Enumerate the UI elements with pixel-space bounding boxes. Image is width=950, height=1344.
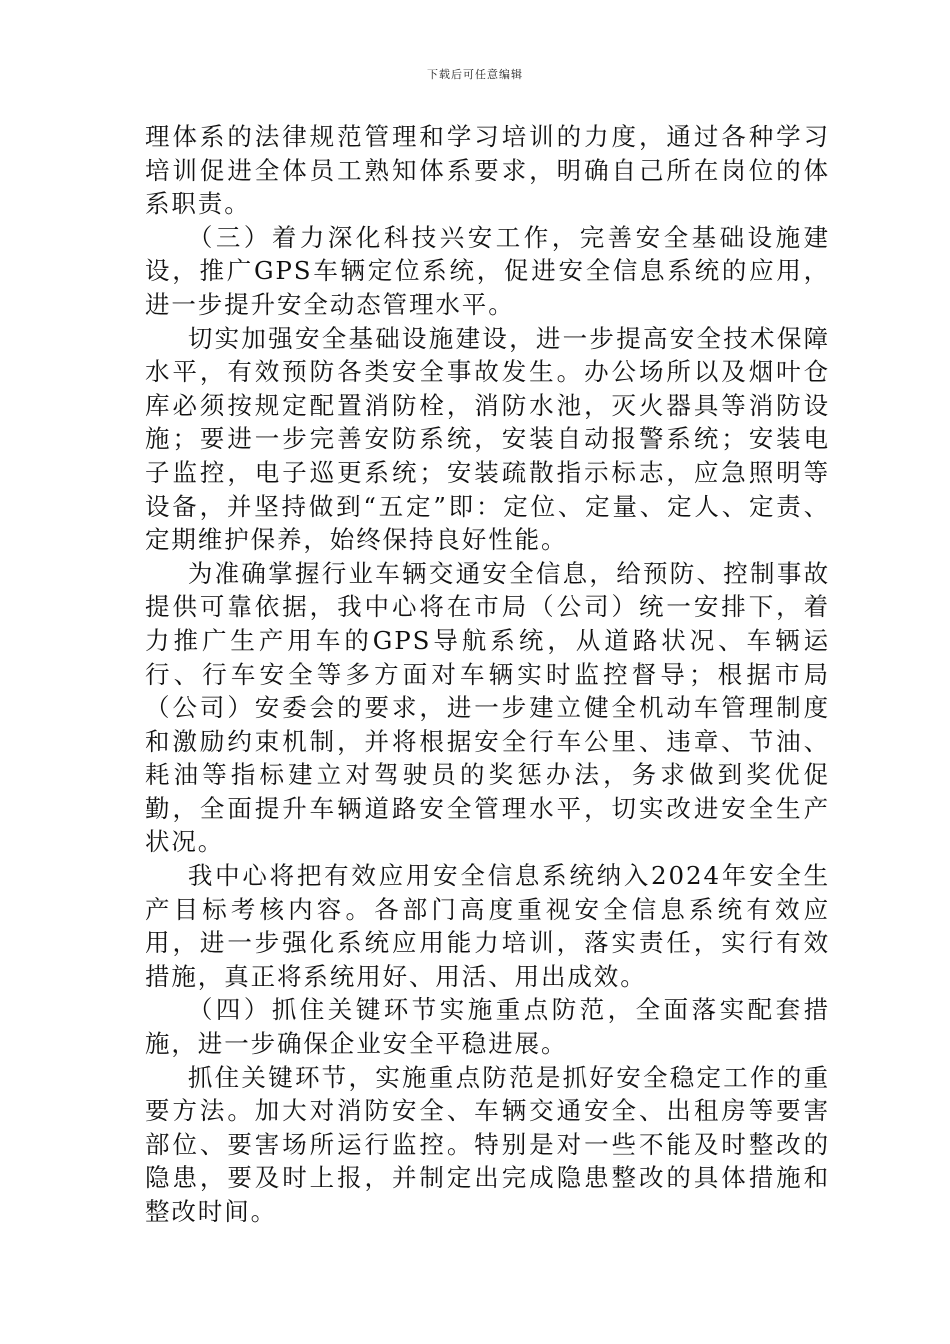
document-body: [145, 120, 830, 1229]
paragraph: （三）着力深化科技兴安工作，完善安全基础设施建设，推广GPS车辆定位系统，促进安全信息系统的应用，进一步提升安全动态管理水平。: [145, 222, 830, 319]
paragraph: 抓住关键环节，实施重点防范是抓好安全稳定工作的重要方法。加大对消防安全、车辆交通安全、出租房等要害部位、要害场所运行监控。特别是对一些不能及时整改的隐患，要及时上报，并制定出完成隐患整改的具体措施和整改时间。: [145, 1062, 830, 1226]
paragraph: 理体系的法律规范管理和学习培训的力度，通过各种学习培训促进全体员工熟知体系要求，明确自己所在岗位的体系职责。: [145, 122, 830, 219]
paragraph: （四）抓住关键环节实施重点防范，全面落实配套措施，进一步确保企业安全平稳进展。: [145, 995, 830, 1059]
paragraph: 我中心将把有效应用安全信息系统纳入2024年安全生产目标考核内容。各部门高度重视安全信息系统有效应用，进一步强化系统应用能力培训，落实责任，实行有效措施，真正将系统用好、用活、用出成效。: [145, 861, 830, 991]
paragraph: 切实加强安全基础设施建设，进一步提高安全技术保障水平，有效预防各类安全事故发生。办公场所以及烟叶仓库必须按规定配置消防栓，消防水池，灭火器具等消防设施；要进一步完善安防系统，安装自动报警系统；安装电子监控，电子巡更系统；安装疏散指示标志，应急照明等设备，并坚持做到“五定”即：定位、定量、定人、定责、定期维护保养，始终保持良好性能。: [145, 323, 830, 555]
header-note: 下载后可任意编辑: [427, 68, 523, 81]
paragraph: 为准确掌握行业车辆交通安全信息，给预防、控制事故提供可靠依据，我中心将在市局（公司）统一安排下，着力推广生产用车的GPS导航系统，从道路状况、车辆运行、行车安全等多方面对车辆实时监控督导；根据市局（公司）安委会的要求，进一步建立健全机动车管理制度和激励约束机制，并将根据安全行车公里、违章、节油、耗油等指标建立对驾驶员的奖惩办法，务求做到奖优促勤，全面提升车辆道路安全管理水平，切实改进安全生产状况。: [145, 558, 830, 857]
